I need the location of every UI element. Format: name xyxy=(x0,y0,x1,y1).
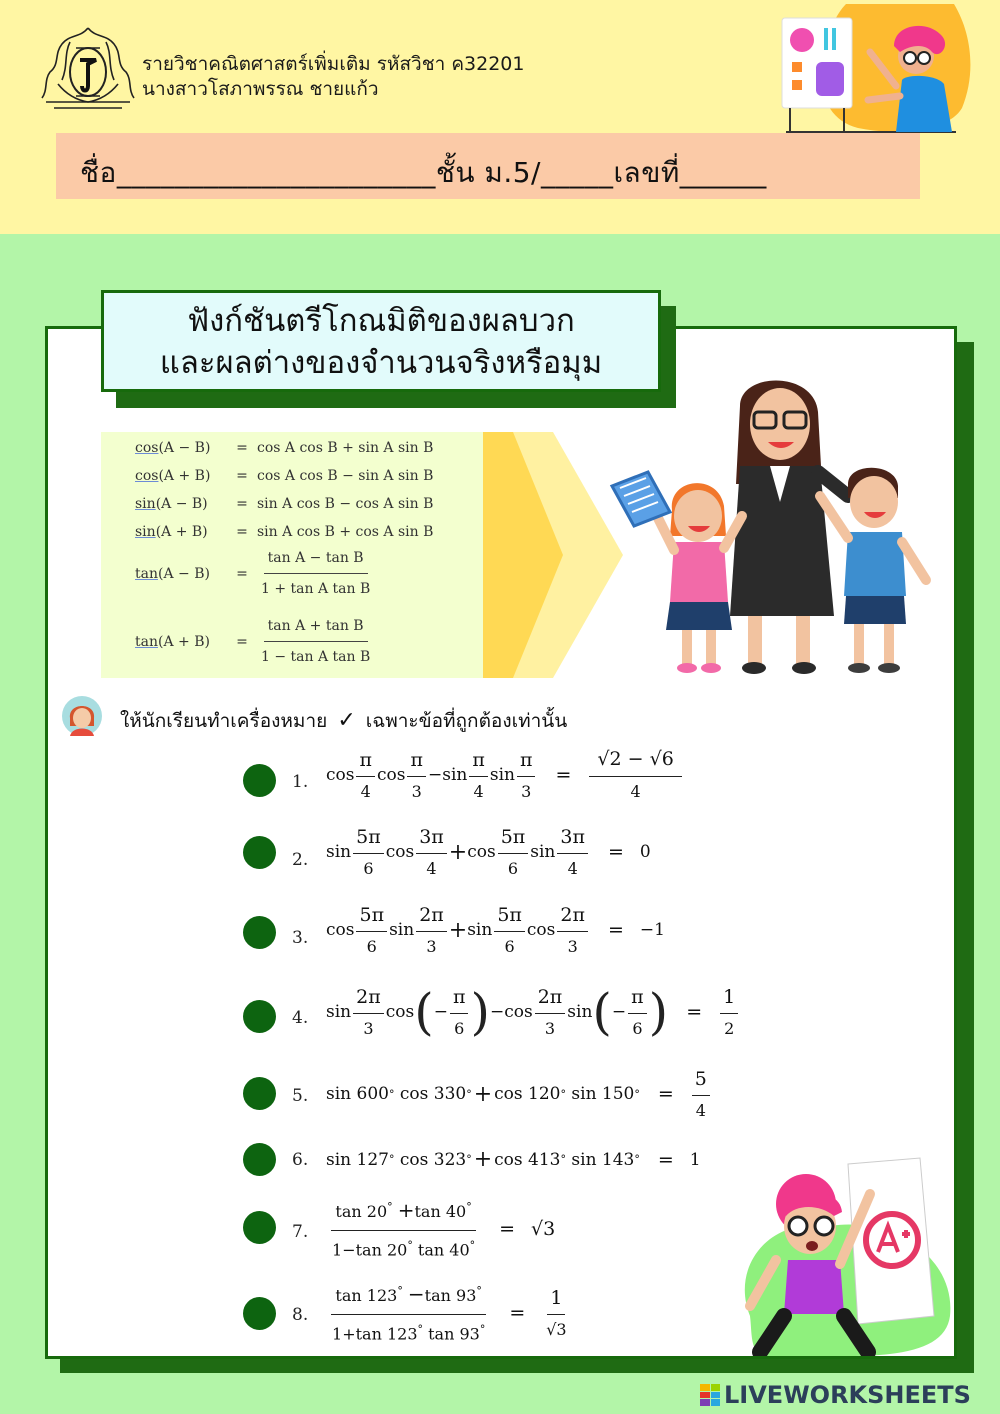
left-paren: ( xyxy=(414,983,434,1041)
denominator: 6 xyxy=(504,937,515,956)
term: tan 123 xyxy=(355,1324,418,1344)
question-number: 3. xyxy=(292,928,309,948)
fraction xyxy=(557,826,588,878)
minus-sign: − xyxy=(427,764,443,785)
course-title: รายวิชาคณิตศาสตร์เพิ่มเติม รหัสวิชา ค32201 xyxy=(142,53,525,75)
numerator: 2π xyxy=(416,904,447,932)
fraction xyxy=(356,904,387,956)
fraction xyxy=(328,1198,479,1259)
denominator: 3 xyxy=(363,1019,374,1038)
term: sin 600 xyxy=(326,1084,389,1104)
fraction xyxy=(416,826,447,878)
formula-rhs: sin A cos B + cos A sin B xyxy=(257,524,434,540)
answer-checkbox-5[interactable] xyxy=(243,1077,276,1110)
worksheet-title xyxy=(101,290,661,392)
denominator: 4 xyxy=(360,781,371,801)
question-number: 7. xyxy=(292,1222,309,1242)
fraction xyxy=(557,904,588,956)
answer-fraction xyxy=(720,986,738,1038)
degree-sign: ° xyxy=(388,1087,395,1101)
fn-sin: sin xyxy=(567,1002,593,1022)
equals-sign: = xyxy=(657,1148,674,1171)
fraction-numerator: tan A + tan B xyxy=(264,618,368,642)
degree-sign: ° xyxy=(469,1239,476,1252)
formula-fn: sin xyxy=(135,524,156,540)
fraction xyxy=(328,1282,489,1343)
answer-fraction xyxy=(543,1287,569,1339)
term: cos 330 xyxy=(399,1084,467,1104)
left-paren: ( xyxy=(592,983,612,1041)
numerator: 2π xyxy=(353,986,384,1014)
denominator: 4 xyxy=(695,1101,706,1120)
checkmark-icon: ✓ xyxy=(337,708,356,733)
formula-arg: (A + B) xyxy=(158,468,211,484)
fn-cos: cos xyxy=(376,764,406,785)
degree-sign: ° xyxy=(466,1087,472,1101)
formula-fn: cos xyxy=(135,468,159,484)
fraction xyxy=(353,986,384,1038)
degree-sign: ° xyxy=(634,1153,640,1166)
degree-sign: ° xyxy=(407,1239,413,1252)
fraction xyxy=(494,904,525,956)
fn-sin: sin xyxy=(389,920,415,940)
denominator: 2 xyxy=(724,1019,735,1038)
girl-avatar-icon xyxy=(62,696,102,736)
question-4-expression xyxy=(326,983,740,1041)
equals-sign: = xyxy=(607,919,624,941)
formula-rhs: cos A cos B + sin A sin B xyxy=(257,440,434,456)
numerator: π xyxy=(469,749,488,777)
equals-sign: = xyxy=(236,496,248,512)
fn-cos: cos xyxy=(385,1002,415,1022)
degree-sign: ° xyxy=(387,1200,393,1214)
student-info-fields[interactable]: ชื่อ______________________ชั้น ม.5/_____เลขที่______ xyxy=(80,156,767,189)
degree-sign: ° xyxy=(466,1200,472,1214)
answer-checkbox-1[interactable] xyxy=(243,764,276,797)
fn-cos: cos xyxy=(467,842,496,862)
denominator: 6 xyxy=(507,859,519,878)
fn-cos: cos xyxy=(326,764,355,785)
plus-sign: + xyxy=(448,839,468,865)
numerator: 1 xyxy=(720,986,738,1014)
plus-sign: + xyxy=(342,1324,356,1344)
denominator: 3 xyxy=(567,937,578,956)
denominator: √3 xyxy=(546,1319,567,1339)
fraction xyxy=(356,749,375,801)
term: sin 143 xyxy=(571,1149,635,1170)
equals-sign: = xyxy=(236,565,248,582)
degree-sign: ° xyxy=(560,1153,566,1166)
term: 1 xyxy=(332,1324,343,1344)
formula-row xyxy=(135,618,374,665)
right-paren: ) xyxy=(470,983,490,1041)
instruction-part1: ให้นักเรียนทำเครื่องหมาย xyxy=(120,710,328,732)
numerator: 2π xyxy=(557,904,588,932)
fraction xyxy=(498,826,529,878)
formula-fn: tan xyxy=(135,565,158,582)
title-line-2: และผลต่างของจำนวนจริงหรือมุม xyxy=(159,345,603,381)
formula-row xyxy=(135,440,433,456)
presenter-illustration xyxy=(776,4,976,136)
term: cos 120 xyxy=(494,1084,561,1104)
logo-icon xyxy=(700,1384,720,1406)
minus-sign: − xyxy=(342,1240,356,1260)
formula-row xyxy=(135,524,433,540)
numerator: 2π xyxy=(535,986,566,1014)
question-number: 5. xyxy=(292,1086,309,1106)
denominator: 6 xyxy=(363,859,374,878)
term: tan 20 xyxy=(335,1202,388,1221)
answer-checkbox-7[interactable] xyxy=(243,1211,276,1244)
numerator: π xyxy=(356,749,375,777)
fraction xyxy=(353,826,384,878)
degree-sign: ° xyxy=(417,1323,423,1336)
denominator: 6 xyxy=(454,1019,465,1038)
denominator: 6 xyxy=(632,1019,643,1038)
numerator xyxy=(331,1198,475,1231)
term: cos 413 xyxy=(494,1149,561,1170)
numerator: 5π xyxy=(494,904,525,932)
question-number: 8. xyxy=(292,1305,309,1325)
chevron-arrow-icon xyxy=(483,432,623,678)
equals-sign: = xyxy=(657,1083,674,1105)
denominator: 3 xyxy=(521,781,532,801)
answer-checkbox-8[interactable] xyxy=(243,1297,276,1330)
equals-sign: = xyxy=(686,1001,703,1023)
answer-checkbox-2[interactable] xyxy=(243,836,276,869)
question-8-expression xyxy=(326,1282,572,1343)
fn-cos: cos xyxy=(385,842,415,862)
numerator: √2 − √6 xyxy=(589,748,681,777)
formula-fraction xyxy=(257,550,374,597)
denominator xyxy=(328,1315,489,1343)
degree-sign: ° xyxy=(466,1153,472,1166)
kid-with-grade-paper-illustration xyxy=(730,1156,956,1356)
numerator: π xyxy=(628,986,647,1014)
question-1-expression xyxy=(326,748,684,801)
liveworksheets-logo[interactable] xyxy=(700,1382,971,1408)
school-emblem-icon xyxy=(40,24,136,110)
fn-sin: sin xyxy=(442,764,468,785)
formula-rhs: cos A cos B − sin A sin B xyxy=(257,468,434,484)
formula-arg: (A − B) xyxy=(155,496,208,512)
numerator: 1 xyxy=(547,1287,565,1315)
formula-fn: cos xyxy=(135,440,159,456)
denominator: 4 xyxy=(630,782,641,801)
formula-arg: (A + B) xyxy=(155,524,208,540)
denominator: 3 xyxy=(411,781,422,801)
fraction-denominator: 1 − tan A tan B xyxy=(261,649,371,665)
equals-sign: = xyxy=(499,1217,516,1240)
term: sin 150 xyxy=(571,1084,635,1104)
answer-value: −1 xyxy=(639,920,665,940)
fraction xyxy=(517,749,536,801)
numerator: 5π xyxy=(353,826,384,854)
term: cos 323 xyxy=(399,1149,467,1170)
fn-cos: cos xyxy=(326,920,355,940)
denominator: 4 xyxy=(567,859,578,878)
numerator: π xyxy=(450,986,469,1014)
course-info xyxy=(142,52,524,102)
fn-sin: sin xyxy=(326,1002,352,1022)
plus-sign: + xyxy=(473,1081,493,1107)
formula-rhs: sin A cos B − cos A sin B xyxy=(257,496,434,512)
question-2-expression xyxy=(326,826,651,878)
question-6-expression xyxy=(326,1147,701,1172)
instruction-part2: เฉพาะข้อที่ถูกต้องเท่านั้น xyxy=(365,710,568,732)
answer-checkbox-3[interactable] xyxy=(243,916,276,949)
answer-checkbox-4[interactable] xyxy=(243,1000,276,1033)
denominator: 4 xyxy=(473,781,484,801)
plus-sign: + xyxy=(397,1198,415,1222)
fn-sin: sin xyxy=(530,842,556,862)
degree-sign: ° xyxy=(397,1284,403,1298)
plus-sign: + xyxy=(473,1147,493,1172)
degree-sign: ° xyxy=(479,1323,486,1336)
answer-value: √3 xyxy=(531,1217,556,1240)
formula-fn: sin xyxy=(135,496,156,512)
answer-value: 1 xyxy=(689,1149,701,1170)
numerator: π xyxy=(517,749,536,777)
degree-sign: ° xyxy=(388,1153,395,1166)
answer-value: 0 xyxy=(639,842,651,862)
equals-sign: = xyxy=(236,633,248,650)
fraction xyxy=(628,986,647,1038)
question-5-expression xyxy=(326,1068,712,1120)
denominator: 4 xyxy=(426,859,437,878)
fraction xyxy=(407,749,426,801)
term: tan 93 xyxy=(428,1324,480,1344)
formula-fn: tan xyxy=(135,633,158,650)
minus-sign: − xyxy=(433,1002,448,1022)
numerator: 5 xyxy=(692,1068,710,1096)
formula-arg: (A + B) xyxy=(158,633,210,650)
fn-sin: sin xyxy=(326,842,352,862)
equals-sign: = xyxy=(555,763,572,786)
numerator: π xyxy=(407,749,426,777)
teacher-name: นางสาวโสภาพรรณ ชายแก้ว xyxy=(142,78,379,100)
right-paren: ) xyxy=(648,983,669,1041)
fraction xyxy=(416,904,447,956)
formula-row xyxy=(135,550,374,597)
denominator xyxy=(328,1231,479,1259)
formula-arg: (A − B) xyxy=(158,440,211,456)
degree-sign: ° xyxy=(560,1087,566,1101)
formula-row xyxy=(135,496,433,512)
question-7-expression xyxy=(326,1198,555,1259)
numerator: 5π xyxy=(356,904,387,932)
denominator: 3 xyxy=(544,1019,556,1038)
answer-fraction xyxy=(589,748,681,801)
question-number: 6. xyxy=(292,1150,309,1170)
fn-sin: sin xyxy=(467,920,493,940)
term: tan 40 xyxy=(417,1240,470,1260)
formula-fraction xyxy=(257,618,374,665)
term: tan 93 xyxy=(424,1286,477,1305)
plus-sign: + xyxy=(448,917,468,943)
numerator: 5π xyxy=(498,826,529,854)
fraction xyxy=(450,986,469,1038)
minus-sign: − xyxy=(489,1002,505,1022)
formula-row xyxy=(135,468,433,484)
instruction-text xyxy=(120,706,567,736)
term: tan 123 xyxy=(335,1286,398,1305)
term: tan 20 xyxy=(355,1240,408,1260)
question-number: 4. xyxy=(292,1008,309,1028)
term: sin 127 xyxy=(326,1149,389,1170)
fn-cos: cos xyxy=(526,920,556,940)
denominator: 6 xyxy=(366,937,377,956)
answer-checkbox-6[interactable] xyxy=(243,1143,276,1176)
equals-sign: = xyxy=(236,468,248,484)
fraction xyxy=(469,749,488,801)
numerator: 3π xyxy=(557,826,588,854)
question-3-expression xyxy=(326,904,665,956)
fraction xyxy=(535,986,566,1038)
logo-text: LIVEWORKSHEETS xyxy=(724,1381,971,1409)
equals-sign: = xyxy=(607,841,624,863)
denominator: 3 xyxy=(426,937,437,956)
degree-sign: ° xyxy=(476,1284,482,1298)
fn-sin: sin xyxy=(489,764,515,785)
fn-cos: cos xyxy=(504,1002,533,1022)
term: tan 40 xyxy=(414,1202,467,1221)
title-line-1: ฟังก์ชันตรีโกณมิติของผลบวก xyxy=(187,303,575,339)
minus-sign: − xyxy=(407,1282,425,1306)
minus-sign: − xyxy=(611,1002,627,1022)
question-number: 1. xyxy=(292,772,309,792)
numerator: 3π xyxy=(416,826,447,854)
equals-sign: = xyxy=(509,1301,526,1324)
equals-sign: = xyxy=(236,440,248,456)
answer-fraction xyxy=(692,1068,710,1120)
term: 1 xyxy=(332,1240,343,1260)
numerator xyxy=(331,1282,485,1315)
question-number: 2. xyxy=(292,850,309,870)
degree-sign: ° xyxy=(634,1087,640,1101)
formula-arg: (A − B) xyxy=(158,565,210,582)
teacher-with-children-illustration xyxy=(608,366,944,682)
equals-sign: = xyxy=(236,524,248,540)
fraction-numerator: tan A − tan B xyxy=(264,550,368,574)
fraction-denominator: 1 + tan A tan B xyxy=(261,581,371,597)
